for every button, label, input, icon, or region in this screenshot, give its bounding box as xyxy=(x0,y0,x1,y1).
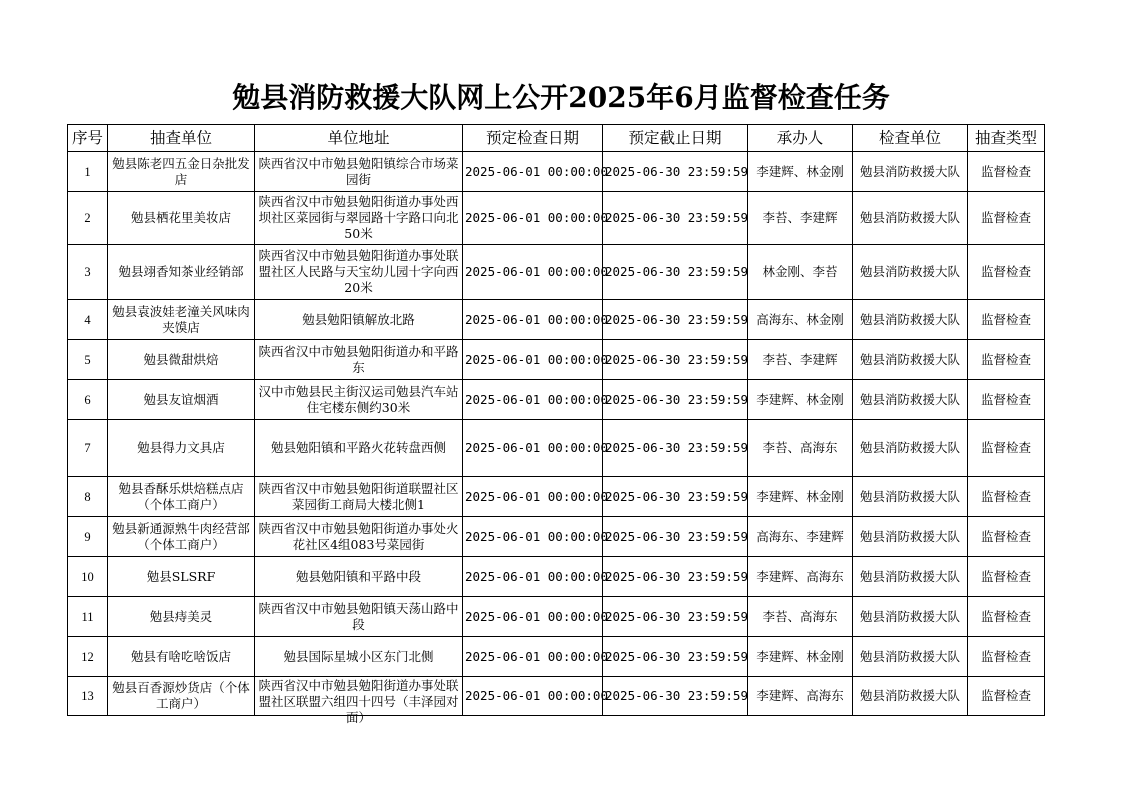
cell-staff: 高海东、李建辉 xyxy=(748,517,853,557)
cell-dept: 勉县消防救援大队 xyxy=(853,597,968,637)
cell-no: 1 xyxy=(68,152,108,192)
cell-type: 监督检查 xyxy=(968,677,1045,716)
cell-type: 监督检查 xyxy=(968,300,1045,340)
cell-address: 陕西省汉中市勉县勉阳镇综合市场菜园街 xyxy=(255,152,463,192)
cell-dept: 勉县消防救援大队 xyxy=(853,245,968,300)
cell-end-date: 2025-06-30 23:59:59 xyxy=(603,637,748,677)
header-unit: 抽查单位 xyxy=(108,125,255,152)
table-row xyxy=(68,597,1045,637)
cell-type: 监督检查 xyxy=(968,192,1045,245)
cell-dept: 勉县消防救援大队 xyxy=(853,477,968,517)
cell-start-date: 2025-06-01 00:00:00 xyxy=(463,380,603,420)
header-no: 序号 xyxy=(68,125,108,152)
cell-staff: 林金刚、李苔 xyxy=(748,245,853,300)
cell-unit: 勉县得力文具店 xyxy=(108,420,255,477)
cell-type: 监督检查 xyxy=(968,517,1045,557)
table-row xyxy=(68,420,1045,477)
header-dept: 检查单位 xyxy=(853,125,968,152)
table-row xyxy=(68,517,1045,557)
cell-staff: 李建辉、高海东 xyxy=(748,557,853,597)
cell-no: 9 xyxy=(68,517,108,557)
cell-start-date: 2025-06-01 00:00:00 xyxy=(463,152,603,192)
cell-dept: 勉县消防救援大队 xyxy=(853,517,968,557)
cell-address: 陕西省汉中市勉县勉阳街道办事处联盟社区人民路与天宝幼儿园十字向西20米 xyxy=(255,245,463,300)
cell-end-date: 2025-06-30 23:59:59 xyxy=(603,192,748,245)
table-row xyxy=(68,300,1045,340)
table-row xyxy=(68,557,1045,597)
cell-address: 陕西省汉中市勉县勉阳街道办事处西坝社区菜园街与翠园路十字路口向北50米 xyxy=(255,192,463,245)
cell-unit: 勉县SLSRF xyxy=(108,557,255,597)
cell-address: 陕西省汉中市勉县勉阳街道办和平路东 xyxy=(255,340,463,380)
cell-dept: 勉县消防救援大队 xyxy=(853,300,968,340)
cell-type: 监督检查 xyxy=(968,557,1045,597)
cell-type: 监督检查 xyxy=(968,477,1045,517)
cell-type: 监督检查 xyxy=(968,637,1045,677)
cell-no: 8 xyxy=(68,477,108,517)
cell-staff: 李苔、高海东 xyxy=(748,420,853,477)
cell-address: 汉中市勉县民主街汉运司勉县汽车站住宅楼东侧约30米 xyxy=(255,380,463,420)
cell-end-date: 2025-06-30 23:59:59 xyxy=(603,380,748,420)
cell-unit: 勉县百香源炒货店（个体工商户） xyxy=(108,677,255,716)
cell-address: 陕西省汉中市勉县勉阳街道联盟社区菜园街工商局大楼北侧1 xyxy=(255,477,463,517)
cell-start-date: 2025-06-01 00:00:00 xyxy=(463,677,603,716)
cell-end-date: 2025-06-30 23:59:59 xyxy=(603,245,748,300)
cell-type: 监督检查 xyxy=(968,420,1045,477)
cell-no: 5 xyxy=(68,340,108,380)
cell-unit: 勉县痔美灵 xyxy=(108,597,255,637)
cell-dept: 勉县消防救援大队 xyxy=(853,637,968,677)
cell-start-date: 2025-06-01 00:00:00 xyxy=(463,597,603,637)
cell-dept: 勉县消防救援大队 xyxy=(853,557,968,597)
cell-no: 6 xyxy=(68,380,108,420)
cell-start-date: 2025-06-01 00:00:00 xyxy=(463,192,603,245)
cell-end-date: 2025-06-30 23:59:59 xyxy=(603,677,748,716)
inspection-task-table xyxy=(67,124,1045,725)
page-title: 勉县消防救援大队网上公开2025年6月监督检查任务 xyxy=(232,81,890,114)
table-row xyxy=(68,152,1045,192)
cell-dept: 勉县消防救援大队 xyxy=(853,677,968,716)
cell-unit: 勉县陈老四五金日杂批发店 xyxy=(108,152,255,192)
header-staff: 承办人 xyxy=(748,125,853,152)
cell-dept: 勉县消防救援大队 xyxy=(853,340,968,380)
cell-start-date: 2025-06-01 00:00:00 xyxy=(463,477,603,517)
cell-start-date: 2025-06-01 00:00:00 xyxy=(463,517,603,557)
cell-unit: 勉县香酥乐烘焙糕点店（个体工商户） xyxy=(108,477,255,517)
cell-dept: 勉县消防救援大队 xyxy=(853,152,968,192)
cell-dept: 勉县消防救援大队 xyxy=(853,192,968,245)
cell-start-date: 2025-06-01 00:00:00 xyxy=(463,557,603,597)
cell-end-date: 2025-06-30 23:59:59 xyxy=(603,420,748,477)
cell-type: 监督检查 xyxy=(968,597,1045,637)
cell-address-text: 陕西省汉中市勉县勉阳街道办事处联盟社区联盟六组四十四号（丰泽园对面） xyxy=(258,677,459,725)
header-address: 单位地址 xyxy=(255,125,463,152)
cell-start-date: 2025-06-01 00:00:00 xyxy=(463,420,603,477)
cell-dept: 勉县消防救援大队 xyxy=(853,380,968,420)
cell-unit: 勉县栖花里美妆店 xyxy=(108,192,255,245)
cell-type: 监督检查 xyxy=(968,152,1045,192)
cell-address: 勉县勉阳镇解放北路 xyxy=(255,300,463,340)
cell-address: 勉县勉阳镇和平路中段 xyxy=(255,557,463,597)
cell-end-date: 2025-06-30 23:59:59 xyxy=(603,557,748,597)
cell-staff: 李建辉、林金刚 xyxy=(748,380,853,420)
table-row xyxy=(68,477,1045,517)
cell-type: 监督检查 xyxy=(968,245,1045,300)
cell-staff: 李苔、高海东 xyxy=(748,597,853,637)
cell-start-date: 2025-06-01 00:00:00 xyxy=(463,340,603,380)
cell-staff: 李苔、李建辉 xyxy=(748,192,853,245)
cell-dept: 勉县消防救援大队 xyxy=(853,420,968,477)
cell-no: 10 xyxy=(68,557,108,597)
header-start-date: 预定检查日期 xyxy=(463,125,603,152)
cell-staff: 李建辉、高海东 xyxy=(748,677,853,716)
cell-no: 11 xyxy=(68,597,108,637)
cell-end-date: 2025-06-30 23:59:59 xyxy=(603,340,748,380)
cell-unit: 勉县友谊烟酒 xyxy=(108,380,255,420)
cell-no: 4 xyxy=(68,300,108,340)
table-row xyxy=(68,192,1045,245)
cell-address: 陕西省汉中市勉县勉阳镇天荡山路中段 xyxy=(255,597,463,637)
table-row xyxy=(68,340,1045,380)
cell-no: 13 xyxy=(68,677,108,716)
cell-no: 2 xyxy=(68,192,108,245)
table-row xyxy=(68,380,1045,420)
cell-start-date: 2025-06-01 00:00:00 xyxy=(463,637,603,677)
cell-staff: 李建辉、林金刚 xyxy=(748,637,853,677)
cell-staff: 李苔、李建辉 xyxy=(748,340,853,380)
cell-start-date: 2025-06-01 00:00:00 xyxy=(463,300,603,340)
cell-address: 陕西省汉中市勉县勉阳街道办事处火花社区4组083号菜园街 xyxy=(255,517,463,557)
cell-type: 监督检查 xyxy=(968,380,1045,420)
table-row xyxy=(68,245,1045,300)
cell-start-date: 2025-06-01 00:00:00 xyxy=(463,245,603,300)
cell-end-date: 2025-06-30 23:59:59 xyxy=(603,300,748,340)
cell-unit: 勉县有啥吃啥饭店 xyxy=(108,637,255,677)
table-row xyxy=(68,637,1045,677)
cell-staff: 李建辉、林金刚 xyxy=(748,152,853,192)
header-type: 抽查类型 xyxy=(968,125,1045,152)
cell-end-date: 2025-06-30 23:59:59 xyxy=(603,597,748,637)
cell-staff: 李建辉、林金刚 xyxy=(748,477,853,517)
cell-end-date: 2025-06-30 23:59:59 xyxy=(603,152,748,192)
cell-staff: 高海东、林金刚 xyxy=(748,300,853,340)
cell-no: 7 xyxy=(68,420,108,477)
cell-unit: 勉县微甜烘焙 xyxy=(108,340,255,380)
table-row xyxy=(68,677,1045,716)
cell-end-date: 2025-06-30 23:59:59 xyxy=(603,477,748,517)
cell-unit: 勉县新通源熟牛肉经营部（个体工商户） xyxy=(108,517,255,557)
cell-unit: 勉县袁波娃老潼关风味肉夹馍店 xyxy=(108,300,255,340)
cell-address: 勉县勉阳镇和平路火花转盘西侧 xyxy=(255,420,463,477)
table-header-row xyxy=(68,125,1045,152)
cell-end-date: 2025-06-30 23:59:59 xyxy=(603,517,748,557)
cell-no: 12 xyxy=(68,637,108,677)
cell-no: 3 xyxy=(68,245,108,300)
cell-type: 监督检查 xyxy=(968,340,1045,380)
cell-unit: 勉县翊香知茶业经销部 xyxy=(108,245,255,300)
header-end-date: 预定截止日期 xyxy=(603,125,748,152)
cell-address: 勉县国际星城小区东门北侧 xyxy=(255,637,463,677)
cell-address xyxy=(255,677,463,725)
